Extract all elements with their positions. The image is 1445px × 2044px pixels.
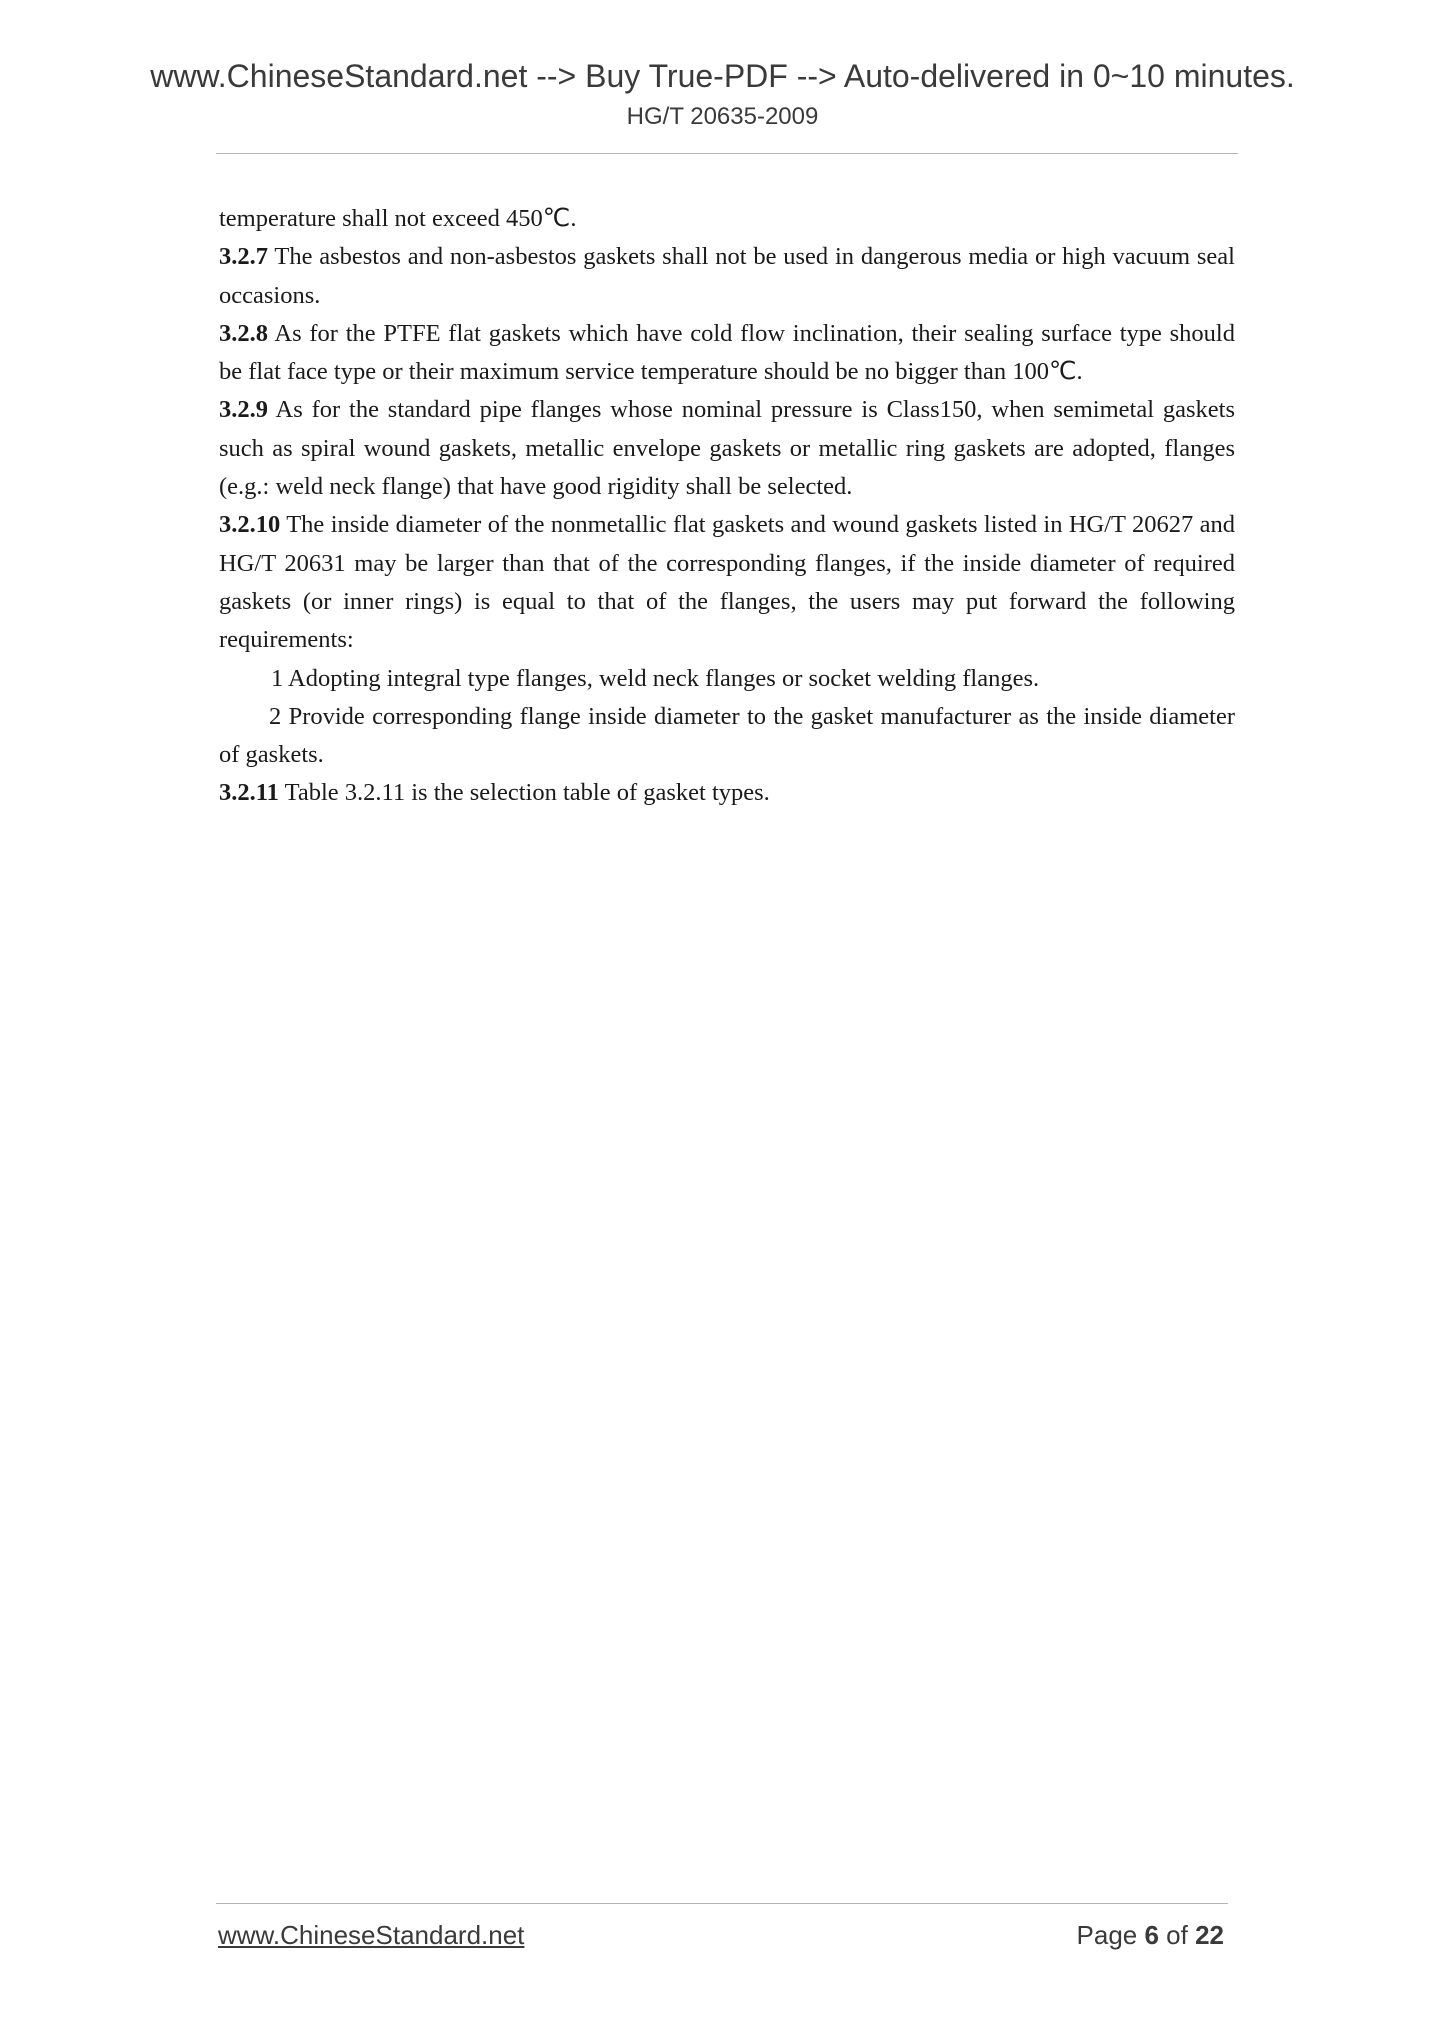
header-banner: www.ChineseStandard.net --> Buy True-PDF --> Auto-delivered in 0~10 minutes. [150, 58, 1295, 94]
page-label: Page [1076, 1920, 1145, 1950]
current-page: 6 [1144, 1920, 1159, 1950]
document-code: HG/T 20635-2009 [626, 103, 819, 130]
list-item-1: 1 Adopting integral type flanges, weld neck flanges or socket welding flanges. [271, 664, 1040, 692]
list-item-2: 2 Provide corresponding flange inside diameter to the gasket manufacturer as the inside diameter of gaskets. [219, 702, 1235, 769]
paragraph-continuation: temperature shall not exceed 450℃. [219, 205, 577, 232]
document-body [219, 200, 1235, 813]
clause-text: The asbestos and non-asbestos gaskets shall not be used in dangerous media or high vacuum seal occasions. [219, 243, 1235, 309]
clause-number: 3.2.9 [219, 396, 268, 424]
total-pages: 22 [1195, 1920, 1224, 1950]
clause-3-2-8 [219, 315, 1235, 392]
clause-text: As for the standard pipe flanges whose nominal pressure is Class150, when semimetal gaskets such as spiral wound gaskets, metallic envelope gaskets or metallic ring gaskets are adopted, flanges (e.g.: weld neck flange) that have good rigidity shall be selected. [219, 396, 1235, 501]
page-of-label: of [1158, 1920, 1196, 1950]
clause-3-2-11 [219, 774, 1235, 812]
page-indicator [1077, 1920, 1224, 1951]
footer-divider [216, 1903, 1228, 1904]
clause-3-2-7 [219, 238, 1235, 315]
clause-text: Table 3.2.11 is the selection table of gasket types. [278, 779, 770, 807]
clause-number: 3.2.11 [219, 779, 279, 807]
footer-site-link[interactable]: www.ChineseStandard.net [218, 1920, 525, 1950]
clause-3-2-9 [219, 391, 1235, 506]
clause-number: 3.2.8 [219, 319, 268, 347]
clause-text: The inside diameter of the nonmetallic flat gaskets and wound gaskets listed in HG/T 20627 and HG/T 20631 may be larger than that of the corresponding flanges, if the inside diameter of required gaskets (or inner rings) is equal to that of the flanges, the users may put forward the following requirements: [219, 511, 1235, 654]
clause-number: 3.2.10 [219, 511, 281, 539]
header-divider [216, 153, 1238, 154]
clause-text: As for the PTFE flat gaskets which have cold flow inclination, their sealing surface type should be flat face type or their maximum service temperature should be no bigger than 100℃. [219, 319, 1235, 386]
clause-number: 3.2.7 [219, 243, 268, 271]
clause-3-2-10 [219, 506, 1235, 659]
